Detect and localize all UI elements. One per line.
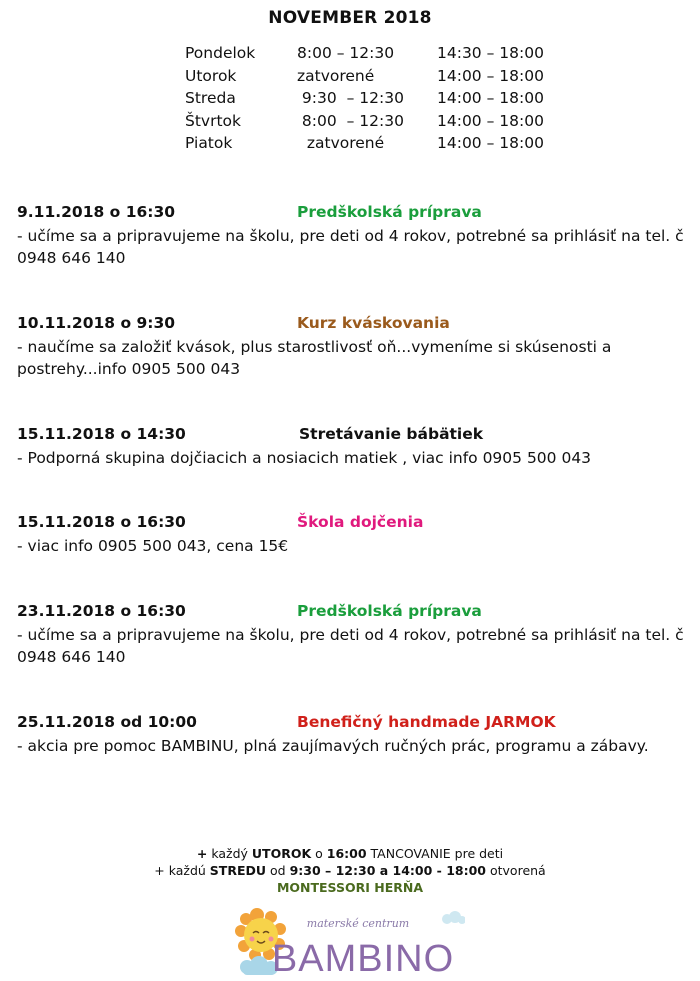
small-cloud-icon bbox=[442, 911, 465, 924]
event-date: 25.11.2018 od 10:00 bbox=[17, 713, 197, 731]
event-date: 15.11.2018 o 14:30 bbox=[17, 425, 186, 443]
bambino-logo bbox=[235, 905, 465, 977]
footer-text: od bbox=[266, 863, 290, 878]
event-item bbox=[17, 312, 687, 380]
page-title: NOVEMBER 2018 bbox=[268, 8, 432, 28]
logo-small-text: materské centrum bbox=[306, 917, 410, 930]
footer-text: TANCOVANIE pre deti bbox=[366, 846, 504, 861]
hours-morning: 8:00 – 12:30 bbox=[297, 44, 395, 62]
event-description: - naučíme sa založiť kvások, plus starostlivosť oň...vymeníme si skúsenosti a postrehy...info 0905 500 043 bbox=[17, 338, 612, 378]
event-description: - viac info 0905 500 043, cena 15€ bbox=[17, 537, 289, 555]
hours-row bbox=[185, 67, 585, 90]
event-header bbox=[17, 312, 687, 336]
event-description: - učíme sa a pripravujeme na školu, pre deti od 4 rokov, potrebné sa prihlásiť na tel. č 0948 646 140 bbox=[17, 227, 684, 267]
hours-afternoon: 14:00 – 18:00 bbox=[437, 89, 544, 107]
hours-afternoon: 14:00 – 18:00 bbox=[437, 134, 544, 152]
event-date: 23.11.2018 o 16:30 bbox=[17, 602, 186, 620]
event-name: Predškolská príprava bbox=[297, 203, 482, 221]
event-header bbox=[17, 711, 687, 735]
event-date: 9.11.2018 o 16:30 bbox=[17, 203, 176, 221]
hours-row bbox=[185, 112, 585, 135]
event-description: - Podporná skupina dojčiacich a nosiacich matiek , viac info 0905 500 043 bbox=[17, 449, 592, 467]
event-description: - akcia pre pomoc BAMBINU, plná zaujímavých ručných prác, programu a zábavy. bbox=[17, 737, 649, 755]
hours-row bbox=[185, 44, 585, 67]
event-item bbox=[17, 511, 687, 557]
event-name: Benefičný handmade JARMOK bbox=[297, 713, 556, 731]
hours-morning: 9:30 – 12:30 bbox=[297, 89, 404, 107]
event-item bbox=[17, 600, 687, 668]
hours-row bbox=[185, 89, 585, 112]
hours-day: Štvrtok bbox=[185, 111, 241, 130]
hours-day: Pondelok bbox=[185, 44, 256, 62]
event-date: 10.11.2018 o 9:30 bbox=[17, 314, 176, 332]
event-name: Kurz kváskovania bbox=[297, 314, 450, 332]
event-name: Škola dojčenia bbox=[297, 513, 424, 531]
event-description: - učíme sa a pripravujeme na školu, pre deti od 4 rokov, potrebné sa prihlásiť na tel. č 0948 646 140 bbox=[17, 626, 684, 666]
montessori-label: MONTESSORI HERŇA bbox=[276, 880, 424, 895]
footer-day: UTOROK bbox=[251, 846, 312, 861]
plus-sign: + bbox=[196, 846, 208, 861]
event-name: Predškolská príprava bbox=[297, 602, 482, 620]
footer-time: 16:00 bbox=[326, 846, 367, 861]
footer-time: 9:30 – 12:30 a 14:00 - 18:00 bbox=[289, 863, 487, 878]
event-header bbox=[17, 511, 687, 535]
event-header bbox=[17, 201, 687, 225]
hours-day: Streda bbox=[185, 89, 236, 107]
event-item bbox=[17, 201, 687, 269]
hours-afternoon: 14:30 – 18:00 bbox=[437, 44, 544, 62]
footer-text: o bbox=[311, 846, 327, 861]
hours-day: Piatok bbox=[185, 134, 233, 152]
footer-line-wednesday bbox=[0, 862, 700, 879]
footer-text: každý bbox=[207, 846, 252, 861]
event-header bbox=[17, 600, 687, 624]
weekly-activities bbox=[0, 845, 700, 896]
logo-graphic bbox=[235, 905, 465, 977]
event-item bbox=[17, 711, 687, 757]
footer-text: + každú bbox=[154, 863, 210, 878]
footer-line-tuesday bbox=[0, 845, 700, 862]
event-item bbox=[17, 423, 687, 469]
hours-afternoon: 14:00 – 18:00 bbox=[437, 111, 544, 130]
footer-text: otvorená bbox=[486, 863, 546, 878]
hours-row bbox=[185, 134, 585, 157]
footer-day: STREDU bbox=[209, 863, 267, 878]
event-name: Stretávanie bábätiek bbox=[299, 425, 484, 443]
hours-morning: zatvorené bbox=[297, 66, 375, 85]
opening-hours-table bbox=[185, 44, 585, 157]
hours-afternoon: 14:00 – 18:00 bbox=[437, 66, 544, 85]
hours-morning: 8:00 – 12:30 bbox=[297, 111, 404, 130]
event-header bbox=[17, 423, 687, 447]
event-date: 15.11.2018 o 16:30 bbox=[17, 513, 186, 531]
hours-day: Utorok bbox=[185, 66, 237, 85]
hours-morning: zatvorené bbox=[297, 134, 385, 152]
logo-big-text: BAMBINO bbox=[271, 938, 455, 977]
